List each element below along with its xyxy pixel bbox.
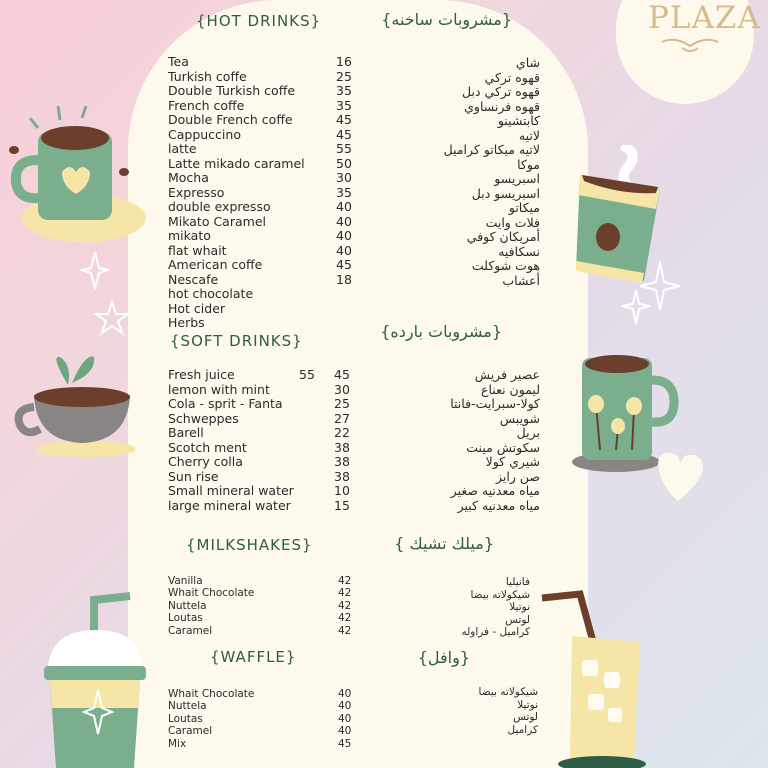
- soft-item-row: [168, 498, 358, 513]
- hot-item-row: [168, 127, 358, 142]
- milk-item-row: [168, 575, 358, 587]
- item-name: Loutas: [168, 712, 203, 725]
- item-price: 50: [336, 155, 352, 171]
- waffle-list: [168, 688, 358, 750]
- hot-item-row: [168, 170, 358, 185]
- item-price: 35: [336, 184, 352, 200]
- item-name: Turkish coffe: [168, 68, 247, 84]
- item-name: Whait Chocolate: [168, 688, 255, 700]
- soft-item-ar: مياه معدنيه صغير: [450, 483, 540, 498]
- soft-item-row: [168, 411, 358, 426]
- item-name: French coffe: [168, 97, 245, 113]
- soft-item-row: [168, 396, 358, 411]
- item-price: 40: [336, 199, 352, 214]
- hot-item-ar: لاتيه ميكاتو كراميل: [443, 142, 540, 157]
- hot-item-ar: ميكاتو: [508, 200, 540, 215]
- iced-drink-icon: [540, 590, 650, 768]
- item-name: Mocha: [168, 170, 209, 185]
- hot-item-ar: هوت شوكلت: [471, 258, 540, 273]
- item-name: Caramel: [168, 624, 213, 637]
- sparkle-icon: [80, 250, 110, 290]
- item-name: Loutas: [168, 612, 203, 625]
- soft-item-row: [168, 483, 358, 498]
- soft-item-ar: عصير فريش: [474, 367, 540, 382]
- item-name: Barell: [168, 425, 204, 440]
- waffle-item-row: [168, 700, 358, 712]
- item-price: 55: [336, 141, 352, 156]
- item-price: 27: [334, 410, 350, 426]
- waffle-item-ar: شيكولاته بيضا: [478, 686, 538, 698]
- tea-cup-icon: [10, 345, 135, 460]
- item-name: Whait Chocolate: [168, 587, 255, 600]
- hot-item-row: [168, 98, 358, 113]
- hot-item-row: [168, 112, 358, 127]
- soft-drinks-list: [168, 367, 358, 512]
- item-price: 45: [336, 112, 352, 127]
- item-name: Nuttela: [168, 599, 207, 612]
- item-price: 45: [336, 126, 352, 142]
- soft-item-row: [168, 425, 358, 440]
- item-name: Small mineral water: [168, 483, 294, 498]
- soft-item-ar: صن رايز: [496, 468, 540, 484]
- item-price: 40: [336, 242, 352, 258]
- hot-item-ar: لاتيه: [518, 127, 540, 143]
- sparkle-icon: [620, 260, 690, 350]
- item-price: 25: [336, 68, 352, 84]
- item-price: 30: [336, 170, 352, 185]
- hot-item-row: [168, 228, 358, 243]
- milkshake-cup-icon: [40, 590, 150, 768]
- hot-item-ar: نسكافيه: [498, 243, 540, 259]
- hot-item-ar: أمريكان كوفي: [466, 229, 540, 244]
- milk-item-ar: كراميل - فراوله: [461, 626, 530, 638]
- hot-item-ar: قهوه فرنساوي: [464, 98, 540, 114]
- item-price: 42: [338, 624, 352, 637]
- waffle-item-ar: نوتيلا: [517, 698, 538, 711]
- coffee-mug-icon: [6, 100, 146, 250]
- item-name: Cherry colla: [168, 454, 243, 469]
- item-name: Caramel: [168, 725, 213, 738]
- soft-item-ar: شيري كولا: [485, 454, 540, 469]
- item-price: 42: [338, 612, 352, 625]
- waffle-item-ar: كراميل: [507, 723, 538, 736]
- hot-item-row: [168, 315, 358, 330]
- hot-drinks-heading: {HOT DRINKS}: [196, 12, 322, 30]
- hot-item-ar: كابتشينو: [497, 113, 540, 128]
- hot-item-ar: فلات وايت: [485, 214, 540, 230]
- item-name: Tea: [168, 54, 189, 69]
- soft-item-ar: كولا-سبرايت-فانتا: [450, 396, 540, 411]
- heart-icon: [650, 445, 710, 505]
- waffle-heading-ar: {وافل}: [417, 648, 470, 667]
- soft-item-row: [168, 469, 358, 484]
- item-price: 38: [334, 454, 350, 469]
- hot-item-ar: اسبريسو دبل: [471, 185, 540, 201]
- soft-item-row: [168, 367, 358, 382]
- hot-item-ar: موكا: [517, 156, 540, 172]
- item-name: Schweppes: [168, 410, 239, 426]
- item-price: 35: [336, 97, 352, 113]
- plaza-logo: PLAZA: [648, 0, 761, 36]
- milk-item-ar: لوتس: [505, 613, 530, 626]
- item-price: 45: [334, 367, 350, 382]
- item-name: Nuttela: [168, 700, 207, 713]
- soft-item-ar: بريل: [516, 425, 540, 440]
- hot-item-row: [168, 286, 358, 301]
- waffle-item-row: [168, 738, 358, 750]
- item-name: Cappuccino: [168, 126, 241, 142]
- item-name: Mix: [168, 737, 187, 750]
- item-price: 40: [338, 700, 352, 713]
- soft-item-ar: سكوتش مينت: [466, 439, 540, 455]
- item-name: Cola - sprit - Fanta: [168, 396, 283, 411]
- item-price: 40: [336, 228, 352, 243]
- item-name: American coffe: [168, 257, 263, 272]
- milkshakes-list-ar: [420, 576, 530, 639]
- milk-item-row: [168, 612, 358, 624]
- hot-item-row: [168, 301, 358, 316]
- item-name: Fresh juice: [168, 367, 235, 382]
- hot-drinks-list: [168, 54, 358, 330]
- item-price: 25: [334, 396, 350, 411]
- item-name: Mikato Caramel: [168, 213, 266, 229]
- milk-item-ar: فانيليا: [505, 576, 530, 588]
- hot-item-row: [168, 243, 358, 258]
- item-name: Nescafe: [168, 271, 219, 287]
- item-name: Expresso: [168, 184, 225, 200]
- item-price: 22: [334, 425, 350, 440]
- hot-item-row: [168, 156, 358, 171]
- soft-item-row: [168, 454, 358, 469]
- hot-item-ar: أعشاب: [502, 272, 540, 288]
- item-price: 45: [336, 257, 352, 272]
- hot-item-row: [168, 54, 358, 69]
- item-price: 40: [336, 213, 352, 229]
- item-price: 38: [334, 468, 350, 484]
- item-price: 38: [334, 439, 350, 455]
- item-price: 40: [338, 725, 352, 738]
- item-name: latte: [168, 141, 197, 156]
- soft-item-ar: ليمون نعناع: [481, 381, 540, 397]
- item-name: hot chocolate: [168, 286, 254, 301]
- item-price: 42: [338, 575, 352, 587]
- item-name: flat whait: [168, 242, 227, 258]
- logo-ornament-icon: [660, 36, 720, 54]
- item-name: double expresso: [168, 199, 271, 214]
- soft-item-row: [168, 440, 358, 455]
- hot-item-row: [168, 257, 358, 272]
- item-name: Double French coffe: [168, 112, 293, 127]
- hot-item-row: [168, 185, 358, 200]
- milk-item-row: [168, 600, 358, 612]
- hot-item-ar: قهوه تركي: [484, 69, 540, 85]
- item-name: Herbs: [168, 315, 205, 330]
- waffle-heading: {WAFFLE}: [210, 648, 297, 666]
- star-icon: [94, 300, 130, 336]
- item-name: mikato: [168, 228, 211, 243]
- milk-item-ar: نوتيلا: [509, 601, 530, 613]
- waffle-list-ar: [430, 686, 538, 736]
- waffle-item-row: [168, 713, 358, 725]
- item-price: 40: [338, 688, 352, 700]
- item-price: 42: [338, 587, 352, 600]
- item-price: 16: [336, 54, 352, 69]
- item-price: 42: [338, 599, 352, 612]
- soft-item-row: [168, 382, 358, 397]
- hot-drinks-list-ar: [400, 56, 540, 288]
- item-price-large: 55: [299, 367, 315, 382]
- hot-item-row: [168, 199, 358, 214]
- soft-drinks-heading-ar: {مشروبات بارده}: [380, 322, 502, 341]
- hot-item-row: [168, 83, 358, 98]
- item-price: 15: [334, 497, 350, 513]
- hot-item-row: [168, 141, 358, 156]
- hot-item-ar: شاي: [515, 55, 540, 70]
- milkshakes-heading-ar: {ميلك تشيك }: [394, 534, 494, 553]
- item-price: 35: [336, 83, 352, 98]
- soft-item-ar: مياه معدنيه كبير: [457, 497, 540, 513]
- hot-item-ar: قهوه تركي دبل: [462, 84, 540, 99]
- hot-item-row: [168, 272, 358, 287]
- item-price: 40: [338, 712, 352, 725]
- hot-item-row: [168, 214, 358, 229]
- item-price: 45: [338, 737, 352, 750]
- item-name: Hot cider: [168, 300, 226, 316]
- soft-drinks-heading: {SOFT DRINKS}: [170, 332, 303, 350]
- milkshakes-list: [168, 575, 358, 637]
- milk-item-row: [168, 625, 358, 637]
- waffle-item-row: [168, 688, 358, 700]
- hot-item-ar: اسبريسو: [494, 171, 540, 186]
- waffle-item-row: [168, 725, 358, 737]
- item-price: 18: [336, 271, 352, 287]
- hot-drinks-heading-ar: {مشروبات ساخنه}: [381, 10, 512, 29]
- item-name: Scotch ment: [168, 439, 247, 455]
- soft-item-ar: شويبس: [499, 410, 540, 426]
- item-price: 30: [334, 381, 350, 397]
- item-name: lemon with mint: [168, 381, 270, 397]
- milk-item-ar: شيكولاته بيضا: [470, 588, 530, 601]
- item-name: Double Turkish coffe: [168, 83, 296, 98]
- soft-drinks-list-ar: [400, 368, 540, 513]
- milkshakes-heading: {MILKSHAKES}: [186, 536, 313, 554]
- item-name: Sun rise: [168, 468, 219, 484]
- milk-item-row: [168, 587, 358, 599]
- item-price: 10: [334, 483, 350, 498]
- waffle-item-ar: لوتس: [513, 711, 538, 723]
- item-name: large mineral water: [168, 497, 291, 513]
- hot-item-row: [168, 69, 358, 84]
- item-name: Vanilla: [168, 575, 203, 587]
- item-name: Latte mikado caramel: [168, 155, 305, 171]
